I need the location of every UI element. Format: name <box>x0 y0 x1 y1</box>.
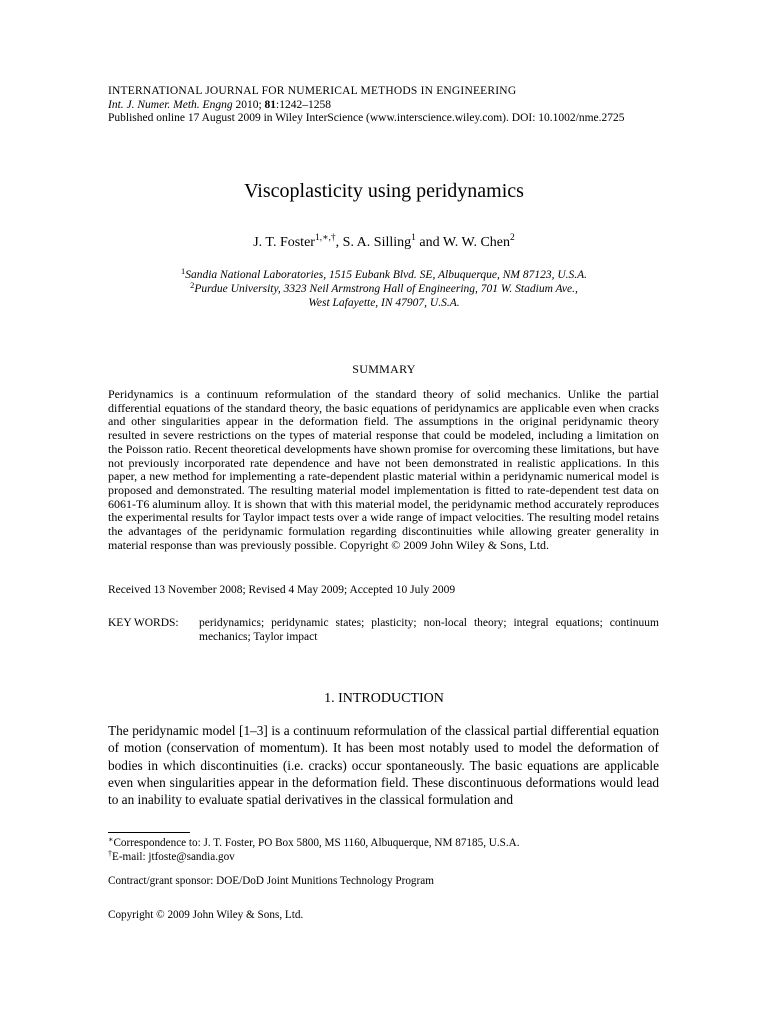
keywords-text: peridynamics; peridynamic states; plasticity; non-local theory; integral equations; continuum mechanics; Taylor impact <box>199 617 659 643</box>
affiliation-mark: 2 <box>190 280 195 290</box>
footnote-text: E-mail: jtfoste@sandia.gov <box>112 851 235 863</box>
footnote-correspondence <box>108 836 520 850</box>
author-name: S. A. Silling <box>342 235 412 250</box>
keywords-label: KEY WORDS: <box>108 617 179 629</box>
author-name: J. T. Foster <box>253 235 315 250</box>
footnote-mark: ∗ <box>108 835 114 844</box>
journal-header <box>108 85 625 126</box>
paper-title: Viscoplasticity using peridynamics <box>244 180 524 202</box>
section-heading-introduction: 1. INTRODUCTION <box>324 691 444 706</box>
affiliation-1 <box>0 268 768 282</box>
published-line: Published online 17 August 2009 in Wiley InterScience (www.interscience.wiley.com). DOI: 10.1002/nme.2725 <box>108 112 625 124</box>
abstract-text: Peridynamics is a continuum reformulation of the standard theory of solid mechanics. Unlike the partial differential equations of the standard theory, the basic equations of peridynamics are applicable even when cracks and other singularities appear in the deformation field. The assumptions in the original peridynamic theory resulted in severe restrictions on the types of material response that could be modeled, including a limitation on the Poisson ratio. Recent theoretical developments have shown promise for overcoming these limitations, but have not previously incorporated rate dependence and have not been demonstrated in realistic applications. In this paper, a new method for implementing a rate-dependent plastic material within a peridynamic numerical model is proposed and demonstrated. The resulting material model implementation is fitted to rate-dependent test data on 6061-T6 aluminum alloy. It is shown that with this material model, the peridynamic method accurately reproduces the experimental results for Taylor impact tests over a wide range of impact velocities. The resulting model retains the advantages of the peridynamic formulation regarding discontinuities while allowing greater generality in material response than was previously possible. Copyright © 2009 John Wiley & Sons, Ltd. <box>108 387 659 552</box>
author-affil-mark: 2 <box>510 233 515 243</box>
footnote-text: Correspondence to: J. T. Foster, PO Box 5800, MS 1160, Albuquerque, NM 87185, U.S.A. <box>113 837 520 849</box>
author-list <box>0 235 768 251</box>
citation-year: 2010; <box>232 98 265 111</box>
author-name: W. W. Chen <box>442 235 511 250</box>
author-separator: and <box>415 235 443 250</box>
footnote-mark: † <box>108 849 112 858</box>
received-dates: Received 13 November 2008; Revised 4 May 2009; Accepted 10 July 2009 <box>108 584 456 596</box>
author-affil-mark: 1,∗,† <box>314 233 336 243</box>
affiliation-2-cont: West Lafayette, IN 47907, U.S.A. <box>308 297 460 309</box>
keywords-block <box>108 617 659 644</box>
citation-line <box>108 99 625 113</box>
citation-pages: :1242–1258 <box>276 98 331 111</box>
affiliations <box>0 268 768 310</box>
footnote-rule <box>108 832 190 833</box>
affiliation-text: Purdue University, 3323 Neil Armstrong Hall of Engineering, 701 W. Stadium Ave., <box>194 283 578 295</box>
footnotes <box>108 836 520 864</box>
footnote-email <box>108 850 520 864</box>
summary-heading: SUMMARY <box>352 362 416 376</box>
journal-name: INTERNATIONAL JOURNAL FOR NUMERICAL METHODS IN ENGINEERING <box>108 85 517 97</box>
affiliation-mark: 1 <box>180 266 186 276</box>
copyright-notice: Copyright © 2009 John Wiley & Sons, Ltd. <box>108 909 304 921</box>
citation-volume: 81 <box>264 98 277 111</box>
introduction-paragraph: The peridynamic model [1–3] is a continuum reformulation of the classical partial differential equation of motion (conservation of momentum). It has been most notably used to model the deformation of bodies in which discontinuities (i.e. cracks) occur spontaneously. The basic equations are applicable even when singularities appear in the deformation field. These discontinuous deformations would lead to an inability to evaluate spatial derivatives in the classical formulation and <box>108 723 659 808</box>
author-affil-mark: 1 <box>411 233 416 243</box>
author-separator: , <box>335 235 343 250</box>
grant-sponsor: Contract/grant sponsor: DOE/DoD Joint Munitions Technology Program <box>108 875 434 887</box>
citation-abbrev: Int. J. Numer. Meth. Engng <box>108 98 233 111</box>
affiliation-text: Sandia National Laboratories, 1515 Eubank Blvd. SE, Albuquerque, NM 87123, U.S.A. <box>185 269 588 281</box>
affiliation-2 <box>0 282 768 296</box>
